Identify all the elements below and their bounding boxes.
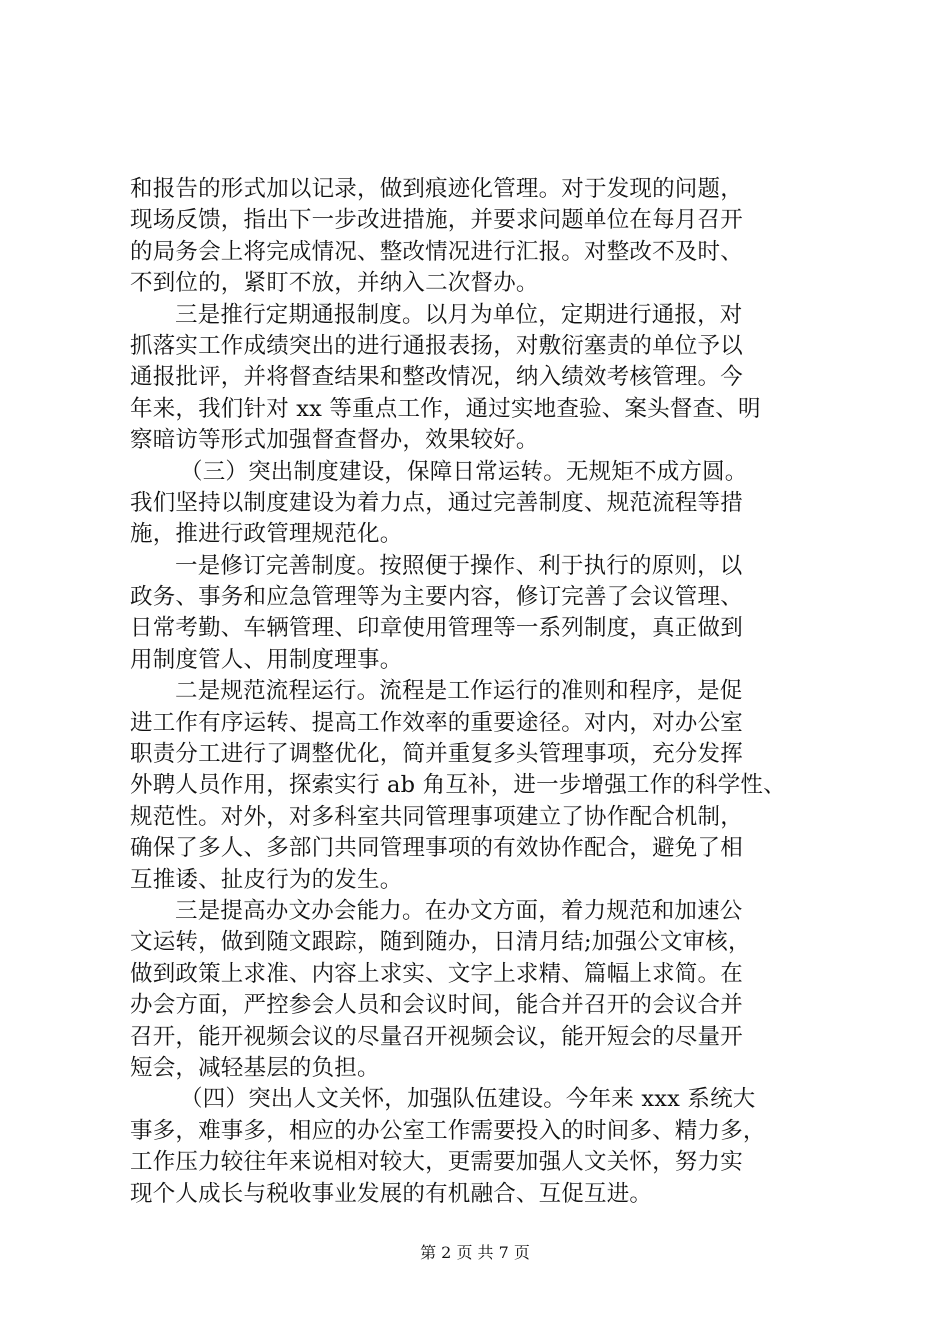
text-line: （三）突出制度建设，保障日常运转。无规矩不成方圆。 — [180, 458, 748, 485]
text-line: 外聘人员作用，探索实行 ab 角互补，进一步增强工作的科学性、 — [130, 772, 786, 799]
text-line: 抓落实工作成绩突出的进行通报表扬，对敷衍塞责的单位予以 — [130, 332, 743, 359]
text-line: 规范性。对外，对多科室共同管理事项建立了协作配合机制， — [130, 803, 743, 830]
text-line: 办会方面，严控参会人员和会议时间，能合并召开的会议合并 — [130, 992, 743, 1019]
text-line: 三是推行定期通报制度。以月为单位，定期进行通报，对 — [175, 301, 743, 328]
text-line: 年来，我们针对 xx 等重点工作，通过实地查验、案头督查、明 — [130, 395, 761, 422]
text-line: 事多，难事多，相应的办公室工作需要投入的时间多、精力多， — [130, 1117, 766, 1144]
text-line: 不到位的，紧盯不放，并纳入二次督办。 — [130, 270, 539, 297]
document-body — [130, 174, 830, 1210]
text-line: 政务、事务和应急管理等为主要内容，修订完善了会议管理、 — [130, 584, 743, 611]
text-line: 短会，减轻基层的负担。 — [130, 1054, 380, 1081]
text-line: 的局务会上将完成情况、整改情况进行汇报。对整改不及时、 — [130, 238, 743, 265]
text-line: 二是规范流程运行。流程是工作运行的准则和程序，是促 — [175, 678, 743, 705]
text-line: 用制度管人、用制度理事。 — [130, 646, 403, 673]
text-line: 日常考勤、车辆管理、印章使用管理等一系列制度，真正做到 — [130, 615, 743, 642]
text-line: 我们坚持以制度建设为着力点，通过完善制度、规范流程等措 — [130, 489, 743, 516]
text-line: 确保了多人、多部门共同管理事项的有效协作配合，避免了相 — [130, 835, 743, 862]
text-line: 互推诿、扯皮行为的发生。 — [130, 866, 403, 893]
text-line: 现个人成长与税收事业发展的有机融合、互促互进。 — [130, 1180, 653, 1207]
text-line: 做到政策上求准、内容上求实、文字上求精、篇幅上求简。在 — [130, 960, 743, 987]
text-line: 一是修订完善制度。按照便于操作、利于执行的原则，以 — [175, 552, 743, 579]
text-line: 通报批评，并将督查结果和整改情况，纳入绩效考核管理。今 — [130, 364, 743, 391]
text-line: 施，推进行政管理规范化。 — [130, 521, 403, 548]
text-line: （四）突出人文关怀，加强队伍建设。今年来 xxx 系统大 — [180, 1086, 756, 1113]
text-line: 文运转，做到随文跟踪，随到随办，日清月结;加强公文审核， — [130, 929, 751, 956]
text-line: 召开，能开视频会议的尽量召开视频会议，能开短会的尽量开 — [130, 1023, 743, 1050]
text-line: 三是提高办文办会能力。在办文方面，着力规范和加速公 — [175, 897, 743, 924]
text-line: 职责分工进行了调整优化，简并重复多头管理事项，充分发挥 — [130, 741, 743, 768]
page-footer: 第 2 页 共 7 页 — [420, 1243, 530, 1262]
text-line: 现场反馈，指出下一步改进措施，并要求问题单位在每月召开 — [130, 207, 743, 234]
text-line: 和报告的形式加以记录，做到痕迹化管理。对于发现的问题， — [130, 176, 743, 202]
text-line: 工作压力较往年来说相对较大，更需要加强人文关怀，努力实 — [130, 1149, 743, 1176]
text-line: 进工作有序运转、提高工作效率的重要途径。对内，对办公室 — [130, 709, 743, 736]
text-line: 察暗访等形式加强督查督办，效果较好。 — [130, 427, 539, 454]
